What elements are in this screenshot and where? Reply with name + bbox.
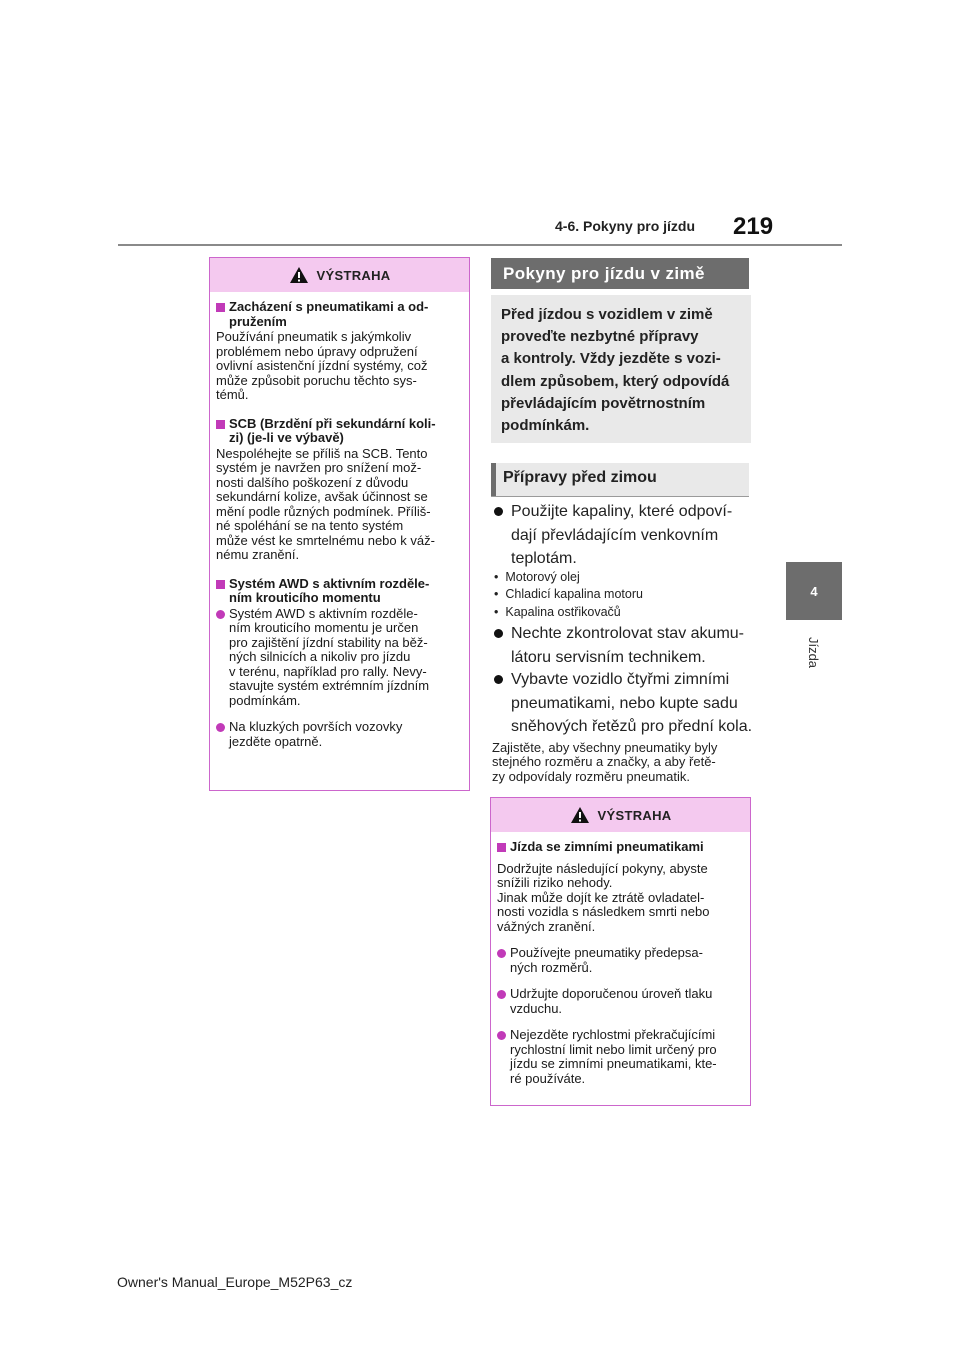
warning-triangle-icon (289, 266, 309, 284)
warning-title: VÝSTRAHA (597, 807, 672, 823)
round-bullet-icon (216, 610, 225, 619)
list-item: Nechte zkontrolovat stav akumu- látoru servisním technikem. (494, 622, 754, 669)
chapter-label: Jízda (806, 636, 822, 669)
list-item: Vybavte vozidlo čtyřmi zimními pneumatikami, nebo kupte sadu sněhových řetězů pro přední kola. (494, 668, 760, 739)
note-paragraph: Zajistěte, aby všechny pneumatiky byly stejného rozměru a značky, a aby řetě- zy odpovídaly rozměru pneumatik. (492, 740, 718, 784)
warning-bullet: Používejte pneumatiky předepsa- ných rozměrů. (497, 946, 742, 975)
section-heading: Pokyny pro jízdu v zimě (491, 258, 749, 289)
section-title: 4-6. Pokyny pro jízdu (555, 218, 696, 234)
warning-triangle-icon (570, 806, 590, 824)
warning-bullet: Systém AWD s aktivním rozděle- ním krouticího momentu je určen pro zajištění jízdní stability na běž- ných silnicích a nikoliv pro jízdu v terénu, například pro rally. Nevy- stavujte systém extrémním jízdním podmínkám. (216, 607, 461, 709)
warning-bullet: Na kluzkých površích vozovky jezděte opatrně. (216, 720, 461, 749)
warning-header (210, 258, 469, 292)
fluid-list: • Motorový olej • Chladicí kapalina motoru • Kapalina ostřikovačů (494, 569, 754, 621)
heading-accent (491, 463, 496, 496)
footer-text: Owner's Manual_Europe_M52P63_cz (117, 1274, 353, 1290)
round-bullet-icon (497, 949, 506, 958)
warning-subheading: Jízda se zimními pneumatikami (497, 840, 742, 855)
warning-paragraph: Dodržujte následující pokyny, abyste snížili riziko nehody. Jinak může dojít ke ztrátě ovladatel- nosti vozidla s následkem smrti nebo vážných zranění. (497, 860, 710, 934)
chapter-tab[interactable] (786, 562, 842, 620)
warning-box-right (490, 797, 751, 1106)
warning-bullet: Nejezděte rychlostmi překračujícími rychlostní limit nebo limit určený pro jízdu se zimními pneumatikami, kte- ré používáte. (497, 1028, 742, 1086)
page-number: 219 (733, 213, 774, 240)
square-bullet-icon (216, 303, 225, 312)
warning-box-left (209, 257, 470, 791)
warning-title: VÝSTRAHA (316, 267, 391, 283)
square-bullet-icon (497, 843, 506, 852)
subsection-heading: Přípravy před zimou (491, 463, 749, 497)
warning-bullet: Udržujte doporučenou úroveň tlaku vzduchu. (497, 987, 742, 1016)
square-bullet-icon (216, 420, 225, 429)
round-bullet-icon (497, 1031, 506, 1040)
header-divider (118, 244, 842, 246)
warning-paragraph: Používání pneumatik s jakýmkoliv problémem nebo úpravy odpružení ovlivní asistenční jízdní systémy, což může způsobit poruchu těchto sys- témů. (216, 329, 428, 402)
warning-subheading: Zacházení s pneumatikami a od- pružením (216, 300, 461, 329)
warning-subheading: Systém AWD s aktivním rozděle- ním krouticího momentu (216, 577, 461, 606)
square-bullet-icon (216, 580, 225, 589)
chapter-number: 4 (810, 583, 818, 599)
intro-box: Před jízdou s vozidlem v zimě proveďte nezbytné přípravy a kontroly. Vždy jezděte s vozi- dlem způsobem, který odpovídá převládajícím povětrnostním podmínkám. (491, 295, 751, 443)
warning-paragraph: Nespoléhejte se příliš na SCB. Tento systém je navržen pro snížení mož- nosti dalšího poškození z důvodu sekundární kolize, avšak účinnost se mění podle různých podmínek. Příliš- né spoléhání se na tento systém může vést ke smrtelnému nebo k váž- nému zranění. (216, 445, 435, 562)
warning-header (491, 798, 750, 832)
round-bullet-icon (216, 723, 225, 732)
round-bullet-icon (497, 990, 506, 999)
round-bullet-icon (494, 629, 503, 638)
warning-subheading: SCB (Brzdění při sekundární koli- zi) (je-li ve výbavě) (216, 417, 461, 446)
round-bullet-icon (494, 507, 503, 516)
list-item: Použijte kapaliny, které odpoví- dají převládajícím venkovním teplotám. (494, 500, 754, 571)
round-bullet-icon (494, 675, 503, 684)
